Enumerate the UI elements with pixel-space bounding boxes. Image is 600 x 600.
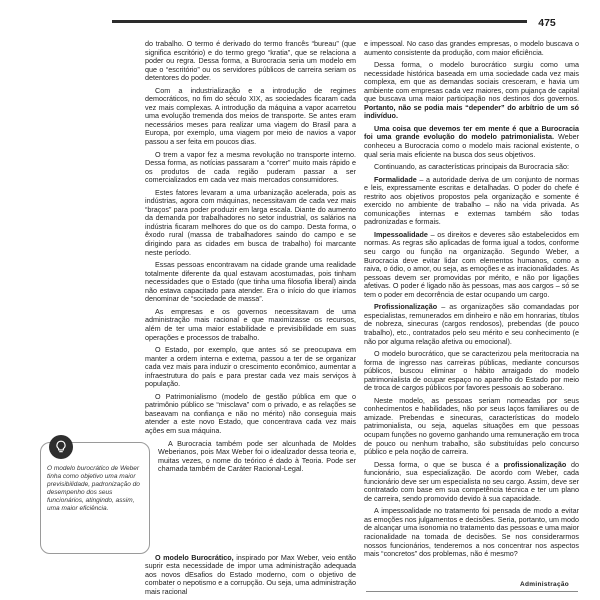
paragraph: Neste modelo, as pessoas seriam nomeadas por seus conhecimentos e habilidades, não por seus laços familiares ou de amizade. Prebendas e sinecuras, características do modelo patrimonialista, ou seja, aquelas situações em que pessoas ocupam funções no governo ganhando uma remuneração em troca de pouco ou nenhum trabalho, são substituídas pelo concurso público e pela noção de carreira. (364, 395, 579, 457)
paragraph: e impessoal. No caso das grandes empresas, o modelo buscava o aumento consistente da produção, com maior eficiência. (364, 39, 579, 57)
paragraph: Dessa forma, o que se busca é a profissionalização do funcionário, sua especialização. De acordo com Weber, cada funcionário deve ser um especialista no seu cargo. Assim, deve ser contratado com base em sua competência técnica e ter um plano de carreira, sendo promovido devido à sua capacidade. (364, 459, 579, 503)
paragraph: Continuando, as características principais da Burocracia são: (374, 162, 569, 172)
paragraph: O trem a vapor fez a mesma revolução no transporte interno. Dessa forma, as notícias passaram a “correr” muito mais rápido e os produtos de cada região puderam passar a ser comercializados em cada vez mais mercados consumidores. (145, 149, 356, 185)
paragraph: Uma coisa que devemos ter em mente é que a Burocracia foi uma grande evolução do modelo patrimonialista. Weber conheceu a Burocracia como o modelo mais racional existente, o qual seria mais eficiente na busca dos seus objetivos. (364, 123, 579, 159)
paragraph: O modelo burocrático, que se caracterizou pela meritocracia na forma de ingresso nas carreiras públicas, mediante concursos públicos, buscou eliminar o hábito arraigado do modelo patrimonialista de ocupar espaço no aparelho do Estado por meio de troca de cargos públicos por favores pessoais ao soberano. (364, 349, 579, 393)
left-column (47, 39, 356, 600)
paragraph: Estes fatores levaram a uma urbanização acelerada, pois as indústrias, agora com máquinas, necessitavam de cada vez mais “braços” para poder produzir em larga escala. Diante do aumento da demanda por trabalhadores no setor industrial, os salários na indústria ficaram melhores do que os do campo. Desta forma, o êxodo rural (massa de trabalhadores saindo do campo e se dirigindo para as cidades em busca de trabalho) foi marcante neste período. (145, 187, 356, 257)
paragraph: O modelo Burocrático, inspirado por Max Weber, veio então suprir esta necessidade de impor uma administração adequada aos novos dEsafios do Estado moderno, com o objetivo de combater o nepotismo e a corrupção. Ou seja, uma administração mais racional (145, 552, 356, 596)
tip-text: O modelo burocrático de Weber tinha como objetivo uma maior previsibilidade, padronização do desempenho dos seus funcionários, atingindo, assim, uma maior eficiência. (47, 464, 140, 512)
right-column (364, 40, 579, 563)
feature-profissionalizacao: Profissionalização – as organizações são comandadas por especialistas, remunerados em dinheiro e não em honrarias, títulos de nobreza, sinecuras (cargos rendosos), prebendas (de pouco trabalho), etc., contratados pelo seu mérito e seu conhecimento (e não por alguma relação afetiva ou emocional). (364, 302, 579, 346)
footer-section-title: Administração (520, 581, 570, 588)
bold-lead: O modelo Burocrático, (155, 552, 234, 562)
header-rule (112, 20, 560, 23)
tip-box (40, 442, 150, 554)
paragraph: Essas pessoas encontravam na cidade grande uma realidade totalmente diferente da qual estavam acostumadas, pois tinham necessidades que o Estado (que tinha uma filosofia liberal) ainda não estava capacitado para atender. Era o início do que iríamos denominar de “sociedade de massa”. (145, 260, 356, 304)
paragraph: A Burocracia também pode ser alcunhada de Moldes Weberianos, pois Max Weber foi o idealizador dessa teoria e, muitas vezes, o nome do teórico é dado à Teoria. Pode ser chamada também de Caráter Racional-Legal. (158, 438, 356, 474)
paragraph: A impessoalidade no tratamento foi pensada de modo a evitar as emoções nos julgamentos e decisões. Seria, portanto, um modo de alcançar uma isonomia no tratamento das pessoas e uma maior racionalidade na tomada de decisões. Se nos considerarmos nossos funcionários, tenderemos a nos concentrar nos aspectos mais “concretos” dos problemas, não é mesmo? (364, 506, 579, 559)
footer-rule (366, 591, 578, 592)
paragraph: O Patrimonialismo (modelo de gestão pública em que o patrimônio público se “misclava” com o privado, e as relações se baseavam na confiança e não no mérito) não conseguia mais atender a este novo Estado, que concentrava cada vez mais ações em sua máquina. (145, 391, 356, 435)
paragraph: Com a industrialização e a introdução de regimes democráticos, no fim do século XIX, as sociedades ficaram cada vez mais complexas. A introdução da máquina a vapor acarretou uma evolução tremenda dos meios de transporte. Se antes eram necessários meses para realizar uma viagem do Brasil para a Europa, por exemplo, uma viagem por meio de navios a vapor passou a ser feita em poucos dias. (145, 85, 356, 147)
paragraph: As empresas e os governos necessitavam de uma administração mais racional e que maximizasse os recursos, além de ter uma maior estabilidade e previsibilidade em suas operações e processos de trabalho. (145, 306, 356, 342)
lightbulb-icon (49, 435, 73, 459)
feature-impessoalidade: Impessoalidade – os direitos e deveres são estabelecidos em normas. As regras são aplicadas de forma igual a todos, conforme seu cargo ou função na organização. Segundo Weber, a Burocracia deve evitar lidar com elementos humanos, como a raiva, o ódio, o amor, ou seja, as emoções e as irracionalidades. As pessoas devem ser promovidas por mérito, e não por ligações afetivas. O poder é ligado não às pessoas, mas aos cargos – só se tem o poder em decorrência de estar ocupando um cargo. (364, 229, 579, 299)
paragraph: O Estado, por exemplo, que antes só se preocupava em manter a ordem interna e externa, passou a ter de se organizar cada vez mais para induzir o crescimento econômico, aumentar a infraestrutura do país e para prestar cada vez mais serviços à população. (145, 345, 356, 389)
page-number: 475 (527, 16, 567, 30)
tip-area (47, 438, 356, 512)
feature-formalidade: Formalidade – a autoridade deriva de um conjunto de normas e leis, expressamente escritas e detalhadas. O poder do chefe é restrito aos objetivos propostos pela organização e somente é exercido no ambiente de trabalho – não na vida privada. As comunicações internas e externas também são todas padronizadas e formais. (364, 174, 579, 227)
paragraph: do trabalho. O termo é derivado do termo francês “bureau” (que significa escritório) e do termo grego “kratia”, que se relaciona a poder ou regra. Dessa forma, a Burocracia seria um modelo em que o “escritório” ou os servidores públicos de carreira seriam os detentores do poder. (145, 39, 356, 83)
paragraph: Dessa forma, o modelo burocrático surgiu como uma necessidade histórica baseada em uma sociedade cada vez mais complexa, em que as demandas sociais cresceram, e havia um ambiente com empresas cada vez maiores, com pujança de capital que buscava uma maior participação nos destinos dos governos. Portanto, não se podia mais “depender” do arbítrio de um só indivíduo. (364, 60, 579, 121)
